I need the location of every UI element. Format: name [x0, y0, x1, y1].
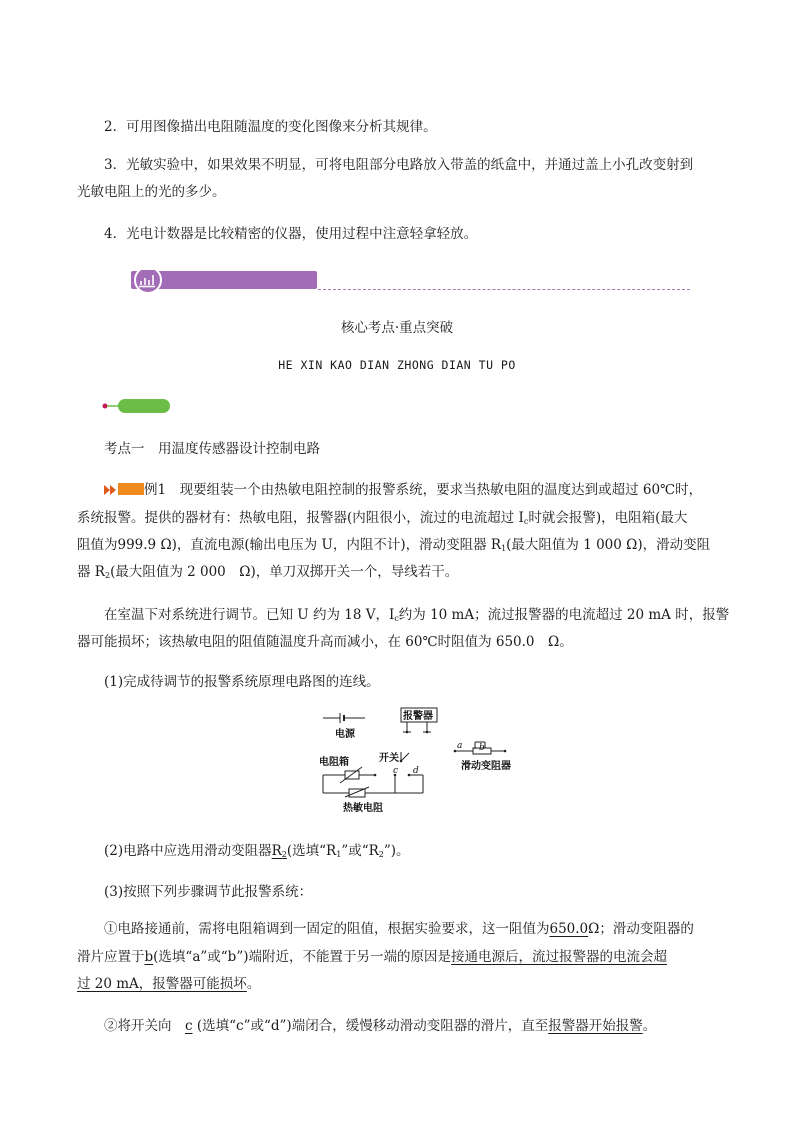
example-tag	[118, 483, 144, 495]
answer-resistance: 650.0	[549, 921, 589, 937]
example-line2: 系统报警。提供的器材有：热敏电阻，报警器(内阻很小，流过的电流超过 $I_c$时就会报警)，电阻箱(最大	[77, 510, 688, 526]
step-1-line2: 滑片应置于b(选填“a”或“b”)端附近，不能置于另一端的原因是接通电源后，流过报警器的电流会超	[77, 949, 667, 965]
label-thermistor: 热敏电阻	[343, 803, 383, 814]
section-subtitle-pinyin: HE XIN KAO DIAN ZHONG DIAN TU PO	[278, 358, 516, 372]
note-4: 4．光电计数器是比较精密的仪器，使用过程中注意轻拿轻放。	[104, 226, 478, 242]
label-resbox: 电阻箱	[319, 757, 349, 768]
example-para2-line2: 器可能损坏；该热敏电阻的阻值随温度升高而减小，在 60℃时阻值为 650.0 Ω。	[77, 634, 573, 650]
note-2: 2．可用图像描出电阻随温度的变化图像来分析其规律。	[104, 119, 437, 135]
example-label: 例1	[144, 482, 167, 498]
label-switch: 开关	[379, 753, 399, 764]
step-1-line3: 过 20 mA，报警器可能损坏。	[77, 976, 261, 992]
example-line4: 器 $R_2$(最大阻值为 2 000 Ω)，单刀双掷开关一个，导线若干。	[77, 564, 459, 580]
answer-reason-part2: 过 20 mA，报警器可能损坏	[77, 976, 247, 992]
note-3-line2: 光敏电阻上的光的多少。	[77, 184, 226, 200]
question-2: (2)电路中应选用滑动变阻器$R_2$(选填“$R_1$”或“$R_2$”)。	[104, 843, 410, 859]
answer-until: 报警器开始报警	[548, 1018, 643, 1034]
answer-q2: $R_2$	[271, 843, 287, 859]
answer-reason-part1: 接通电源后，流过报警器的电流会超	[451, 949, 667, 965]
step-1-line1: ①电路接通前，需将电阻箱调到一固定的阻值，根据实验要求，这一阻值为650.0Ω；滑动变阻器的	[104, 921, 694, 937]
section-divider	[318, 289, 690, 290]
answer-switch-end: c	[185, 1018, 193, 1034]
topic-pill	[100, 398, 175, 418]
example-line1	[104, 478, 702, 499]
double-arrow-icon	[104, 483, 118, 499]
label-b: b	[479, 743, 485, 753]
label-d: d	[413, 766, 419, 776]
section-header-bar	[131, 270, 321, 300]
circuit-diagram	[315, 705, 515, 817]
example-para2-line1: 在室温下对系统进行调节。已知 U 约为 18 V，$I_c$约为 10 mA；流过报警器的电流超过 20 mA 时，报警	[104, 607, 730, 623]
section-title: 核心考点·重点突破	[340, 320, 454, 336]
topic-title: 考点一 用温度传感器设计控制电路	[104, 441, 320, 457]
label-power: 电源	[335, 729, 355, 740]
example-line3: 阻值为999.9 Ω)，直流电源(输出电压为 U，内阻不计)，滑动变阻器 $R_1$(最大阻值为 1 000 Ω)，滑动变阻	[77, 537, 711, 553]
answer-slider-end: b	[144, 949, 154, 965]
question-3: (3)按照下列步骤调节此报警系统：	[104, 884, 313, 900]
note-3-line1: 3．光敏实验中，如果效果不明显，可将电阻部分电路放入带盖的纸盒中，并通过盖上小孔改变射到	[104, 157, 694, 173]
question-1: (1)完成待调节的报警系统原理电路图的连线。	[104, 674, 380, 690]
label-a: a	[457, 741, 463, 751]
step-2: ②将开关向 c (选填“c”或“d”)端闭合，缓慢移动滑动变阻器的滑片，直至报警器开始报警。	[104, 1018, 657, 1034]
label-c: c	[393, 766, 399, 776]
label-rheostat: 滑动变阻器	[461, 761, 511, 772]
example-text-1: 现要组装一个由热敏电阻控制的报警系统，要求当热敏电阻的温度达到或超过 60℃时，	[166, 482, 703, 498]
label-alarm: 报警器	[403, 711, 433, 722]
